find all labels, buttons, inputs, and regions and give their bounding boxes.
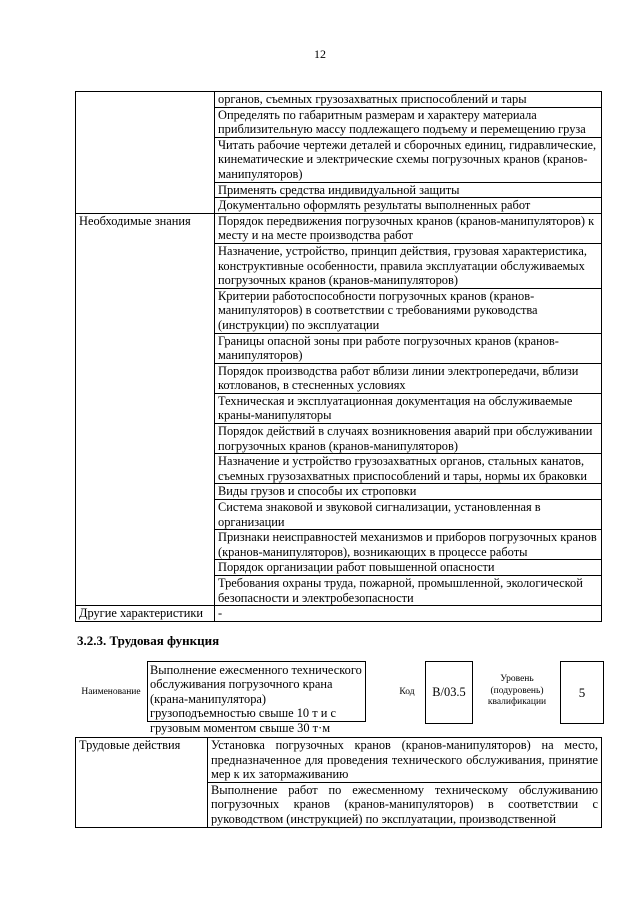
table-row [76,213,602,243]
row-text: Виды грузов и способы их строповки [215,484,602,500]
row-text: органов, съемных грузозахватных приспособлений и тары [215,92,602,108]
page-number: 12 [314,47,326,61]
level-label: Уровень (подуровень) квалификации [487,674,547,707]
row-text: Требования охраны труда, пожарной, промышленной, экологической безопасности и электробезопасности [215,576,602,606]
skills-knowledge-table [75,91,602,622]
row-label: Другие характеристики [76,606,215,622]
name-label: Наименование [81,687,141,697]
row-label [76,92,215,214]
row-text: Определять по габаритным размерам и характеру материала приблизительную массу подлежащего подъему и перемещению груза [215,107,602,137]
code-label: Код [399,687,415,697]
code-value-box: B/03.5 [425,661,473,724]
function-name-box: Выполнение ежесменного технического обслуживания погрузочного крана (крана-манипулятора) грузоподъемностью свыше 10 т и с грузовым моментом свыше 30 т·м [147,661,366,722]
section-heading: 3.2.3. Трудовая функция [77,633,220,648]
action-text: Выполнение работ по ежесменному техническому обслуживанию погрузочных кранов (кранов-манипуляторов) в соответствии с руководством (инструкцией) по эксплуатации, производственной [208,782,602,827]
action-text: Установка погрузочных кранов (кранов-манипуляторов) на место, предназначенное для проведения технического обслуживания, принятие мер к их затормаживанию [208,738,602,783]
labor-actions-table [75,737,602,828]
row-text: Назначение и устройство грузозахватных органов, стальных канатов, съемных грузозахватных приспособлений и тары, нормы их браковки [215,454,602,484]
table-row [76,606,602,622]
row-text: Порядок действий в случаях возникновения аварий при обслуживании погрузочных кранов (кранов-манипуляторов) [215,424,602,454]
row-text: Признаки неисправностей механизмов и приборов погрузочных кранов (кранов-манипуляторов), возникающих в процессе работы [215,530,602,560]
row-text: Применять средства индивидуальной защиты [215,182,602,198]
row-text: - [215,606,602,622]
row-text: Границы опасной зоны при работе погрузочных кранов (кранов-манипуляторов) [215,333,602,363]
row-text: Техническая и эксплуатационная документация на обслуживаемые краны-манипуляторы [215,393,602,423]
level-value-box: 5 [560,661,604,724]
row-text: Порядок организации работ повышенной опасности [215,560,602,576]
row-text: Назначение, устройство, принцип действия, грузовая характеристика, конструктивные особенности, правила эксплуатации обслуживаемых погрузочных кранов (кранов-манипуляторов) [215,243,602,288]
row-text: Порядок передвижения погрузочных кранов (кранов-манипуляторов) к месту и на месте производства работ [215,213,602,243]
row-text: Критерии работоспособности погрузочных кранов (кранов-манипуляторов) в соответствии с требованиями руководства (инструкции) по эксплуатации [215,288,602,333]
table-row [76,92,602,108]
row-text: Документально оформлять результаты выполненных работ [215,198,602,214]
table-row [76,738,602,783]
actions-label: Трудовые действия [76,738,208,828]
row-text: Порядок производства работ вблизи линии электропередачи, вблизи котлованов, в стесненных условиях [215,363,602,393]
row-label: Необходимые знания [76,213,215,605]
row-text: Система знаковой и звуковой сигнализации, установленная в организации [215,500,602,530]
row-text: Читать рабочие чертежи деталей и сборочных единиц, гидравлические, кинематические и электрические схемы погрузочных кранов (кранов-манипуляторов) [215,137,602,182]
